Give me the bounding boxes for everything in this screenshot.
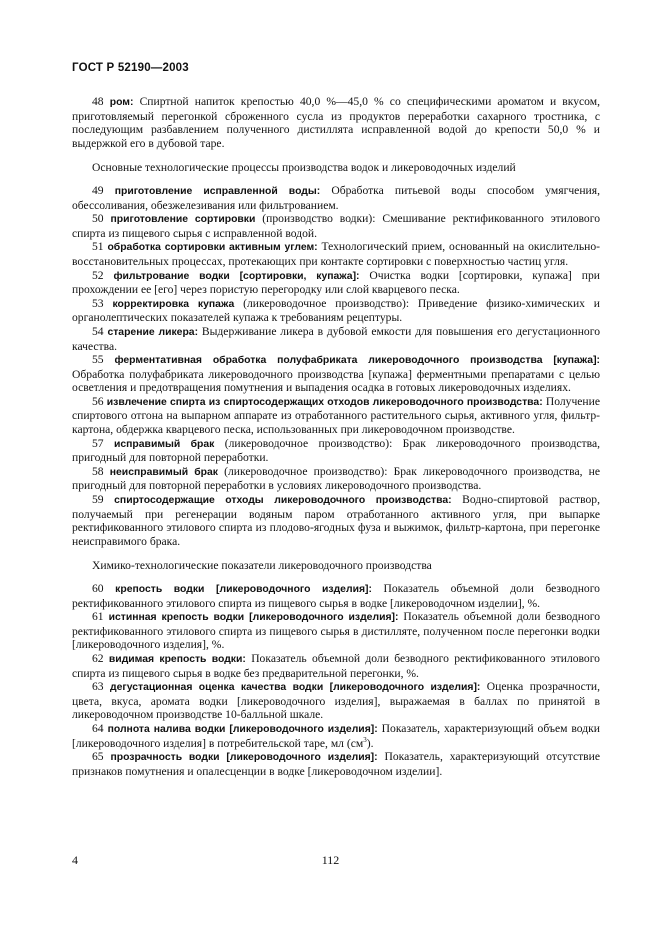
term: истинная крепость водки [ликероводочного изделия]: bbox=[108, 612, 399, 624]
entry-55: 55 ферментативная обработка полуфабриката ликероводочного производства [купажа]: Обработка полуфабриката ликероводочного производства [купажа] ферментными препаратами с целью осветления и предотвращения помутнения и выпадения осадка в готовых ликероводочных изделиях. bbox=[72, 353, 601, 395]
term: исправимый брак bbox=[113, 438, 215, 450]
entry-53: 53 корректировка купажа (ликероводочное производство): Приведение физико-химических и органолептических показателей купажа к требованиям рецептуры. bbox=[72, 296, 600, 325]
term: неисправимый брак bbox=[109, 466, 218, 478]
term: извлечение спирта из спиртосодержащих отходов ликероводочного производства: bbox=[106, 396, 543, 408]
entry-61: 61 истинная крепость водки [ликероводочного изделия]: Показатель объемной доли безводного ректификованного этилового спирта из пищевого сырья в дистилляте, полученном после перегонки водки [ликероводочного изделия], %. bbox=[72, 610, 601, 652]
term: старение ликера: bbox=[107, 326, 199, 338]
standard-header: ГОСТ Р 52190—2003 bbox=[72, 62, 189, 74]
entry-56: 56 извлечение спирта из спиртосодержащих отходов ликероводочного производства: Получение спиртового отгона на выпарном аппарате из отработанного растительного сырья, активного угля, фильтр-картона, обдержка кварцевого песка, использованных при ликероводочном производстве. bbox=[72, 394, 600, 437]
term: обработка сортировки активным углем: bbox=[107, 242, 318, 254]
entry-51: 51 обработка сортировки активным углем: Технологический прием, основанный на окислительно-восстановительных процессах, протекающих при контакте сортировки с поверхностью частиц угля. bbox=[72, 240, 601, 268]
term: ром: bbox=[109, 97, 134, 108]
term: ферментативная обработка полуфабриката ликероводочного производства [купажа]: bbox=[114, 355, 601, 367]
section-heading-processes: Основные технологические процессы производства водок и ликероводочных изделий bbox=[92, 161, 516, 175]
entry-65: 65 прозрачность водки [ликероводочного изделия]: Показатель, характеризующий отсутствие признаков помутнения и опалесценции в водке [ликероводочном изделии]. bbox=[72, 750, 600, 778]
term: видимая крепость водки: bbox=[108, 653, 246, 665]
entry-63: 63 дегустационная оценка качества водки [ликероводочного изделия]: Оценка прозрачности, цвета, вкуса, аромата водки [ликероводочного изделия], выражаемая в баллах по принятой в ликероводочном производстве 10-балльной шкале. bbox=[72, 680, 600, 722]
term: прозрачность водки [ликероводочного изделия]: bbox=[110, 752, 378, 764]
term: приготовление сортировки bbox=[110, 214, 256, 226]
entry-52: 52 фильтрование водки [сортировки, купажа]: Очистка водки [сортировки, купажа] при прохождении ее [его] через пористую перегородку или слой кварцевого песка. bbox=[72, 268, 600, 297]
page-number: 112 bbox=[321, 853, 340, 867]
term: полнота налива водки [ликероводочного изделия]: bbox=[107, 723, 378, 735]
entry-48: 48 ром: Спиртной напиток крепостью 40,0 %—45,0 % со специфическими ароматом и вкусом, приготовляемый перегонкой сброженного сусла из продуктов переработки сахарного тростника, с последующим разбавлением полученного дистиллята исправленной водой до крепости 50,0 % и выдержкой его в дубовой таре. bbox=[72, 95, 600, 150]
entry-57: 57 исправимый брак (ликероводочное производство): Брак ликероводочного производства, пригодный для повторной переработки. bbox=[72, 436, 600, 465]
sheet-number: 4 bbox=[72, 853, 78, 867]
document-body bbox=[72, 95, 600, 778]
term: приготовление исправленной воды: bbox=[114, 185, 321, 197]
entry-50: 50 приготовление сортировки (производство водки): Смешивание ректификованного этилового спирта из пищевого сырья с исправленной водой. bbox=[72, 212, 600, 240]
term: корректировка купажа bbox=[112, 298, 235, 310]
entry-59: 59 спиртосодержащие отходы ликероводочного производства: Водно-спиртовой раствор, получаемый при регенерации водяным паром отработанного активного угля, при выпарке ректификованного этилового спирта из плодово-ягодных фуза и выжимок, фильтр-картона, при перегонке неисправимого брака. bbox=[72, 493, 600, 548]
term: фильтрование водки [сортировки, купажа]: bbox=[113, 270, 360, 282]
entry-49: 49 приготовление исправленной воды: Обработка питьевой воды способом умягчения, обессоливания, обезжелезивания или фильтрованием. bbox=[72, 183, 600, 212]
entry-62: 62 видимая крепость водки: Показатель объемной доли безводного ректификованного этилового спирта из пищевого сырья в водке без предварительной перегонки, %. bbox=[72, 651, 600, 680]
entry-60: 60 крепость водки [ликероводочного изделия]: Показатель объемной доли безводного ректификованного этилового спирта из пищевого сырья в водке [ликероводочном изделии], %. bbox=[72, 582, 600, 610]
entry-54: 54 старение ликера: Выдерживание ликера в дубовой емкости для повышения его дегустационного качества. bbox=[72, 324, 600, 353]
entry-58: 58 неисправимый брак (ликероводочное производство): Брак ликероводочного производства, не пригодный для повторной переработки в условиях ликероводочного производства. bbox=[72, 464, 600, 493]
term: спиртосодержащие отходы ликероводочного производства: bbox=[114, 495, 452, 507]
term: дегустационная оценка качества водки [ликероводочного изделия]: bbox=[110, 682, 481, 694]
section-heading-indicators: Химико-технологические показатели ликероводочного производства bbox=[92, 559, 432, 573]
entry-64: 64 полнота налива водки [ликероводочного изделия]: Показатель, характеризующий объем водки [ликероводочного изделия] в потребительской таре, мл $(см^3)$. bbox=[72, 721, 600, 750]
term: крепость водки [ликероводочного изделия]: bbox=[115, 584, 372, 595]
